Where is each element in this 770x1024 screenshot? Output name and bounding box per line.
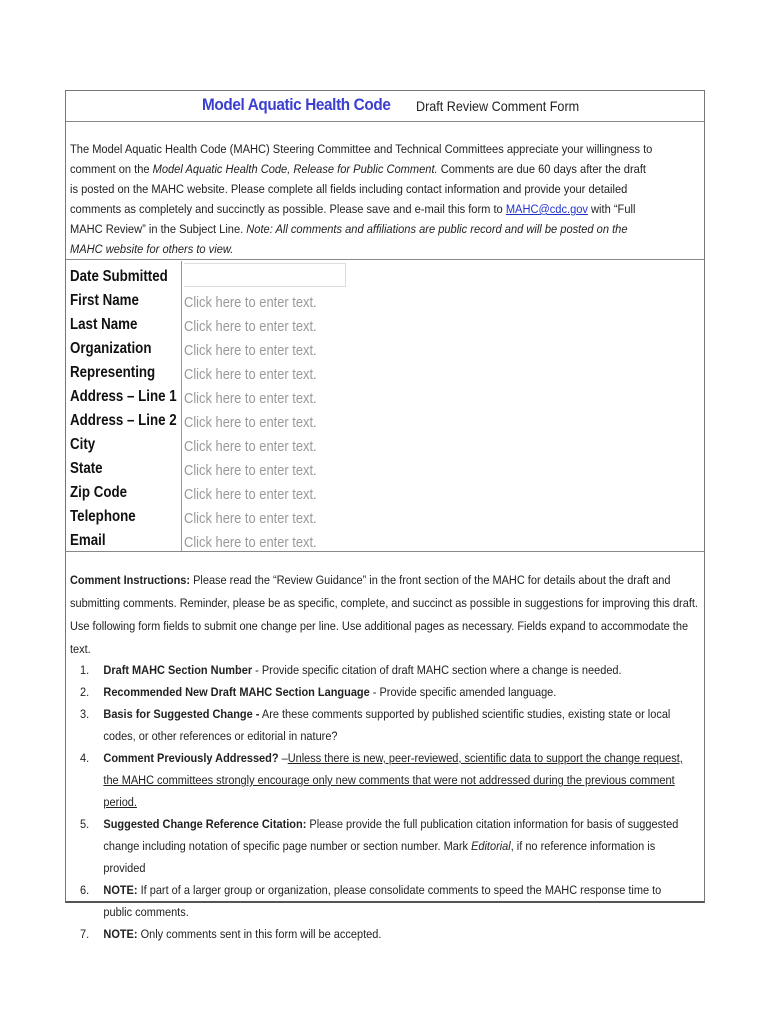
list-item: [80, 659, 692, 681]
city-label: City: [70, 436, 96, 453]
address-line-2-field[interactable]: Click here to enter text.: [184, 414, 317, 431]
list-number: 1.: [80, 663, 90, 677]
list-item-text: Only comments sent in this form will be accepted.: [137, 927, 382, 941]
representing-label: Representing: [70, 364, 156, 381]
list-item-text-2: , if no reference information is provided: [103, 839, 656, 875]
list-number: 4.: [80, 751, 90, 765]
field-row-address-1: [66, 384, 704, 408]
list-item: [80, 747, 692, 813]
list-number: 3.: [80, 707, 90, 721]
field-row-state: [66, 456, 704, 480]
instructions-list: [80, 659, 692, 945]
field-row-email: [66, 528, 704, 552]
intro-text-3: with “Full MAHC Review” in the Subject Line.: [70, 202, 636, 236]
list-item-title: Comment Previously Addressed?: [103, 751, 279, 765]
first-name-label: First Name: [70, 292, 139, 309]
list-item-text: If part of a larger group or organization, please consolidate comments to speed the MAHC response time to public comments.: [103, 883, 662, 919]
list-number: 5.: [80, 817, 90, 831]
list-item: [80, 879, 692, 923]
list-item: [80, 923, 692, 945]
list-item: [80, 813, 692, 879]
field-row-zip: [66, 480, 704, 504]
title-row: [66, 91, 704, 122]
representing-field[interactable]: Click here to enter text.: [184, 366, 317, 383]
review-form: [65, 90, 705, 941]
email-field[interactable]: Click here to enter text.: [184, 534, 317, 551]
list-number: 6.: [80, 883, 90, 897]
list-item: [80, 681, 692, 703]
state-label: State: [70, 460, 103, 477]
list-item-underlined: Unless there is new, peer-reviewed, scientific data to support the change request, the MAHC committees strongly encourage only new comments that were not addressed during the previous comment period.: [103, 751, 683, 809]
list-item-text: Please provide the full publication citation information for basis of suggested change including notation of specific page number or section number. Mark: [103, 817, 679, 853]
list-item-title: NOTE:: [103, 927, 138, 941]
organization-field[interactable]: Click here to enter text.: [184, 342, 317, 359]
intro-text-2: Comments are due 60 days after the draft is posted on the MAHC website. Please complete all fields including contact information and provide your detailed comments as completely and succinctly as possible. Please save and e-mail this form to: [70, 162, 647, 216]
intro-text-1: The Model Aquatic Health Code (MAHC) Steering Committee and Technical Committees appreciate your willingness to comment on the: [70, 142, 653, 176]
address-line-1-label: Address – Line 1: [70, 388, 177, 405]
state-field[interactable]: Click here to enter text.: [184, 462, 317, 479]
list-item-title: Draft MAHC Section Number: [103, 663, 253, 677]
list-number: 7.: [80, 927, 90, 941]
zip-code-field[interactable]: Click here to enter text.: [184, 486, 317, 503]
email-link[interactable]: MAHC@cdc.gov: [505, 202, 588, 216]
last-name-label: Last Name: [70, 316, 138, 333]
intro-paragraph: [70, 139, 652, 259]
field-row-organization: [66, 336, 704, 360]
instructions-lead: Comment Instructions:: [70, 573, 191, 587]
list-item-title: Basis for Suggested Change -: [103, 707, 260, 721]
divider: [66, 259, 704, 260]
address-line-1-field[interactable]: Click here to enter text.: [184, 390, 317, 407]
intro-italic-title: Model Aquatic Health Code, Release for Public Comment.: [152, 162, 438, 176]
field-row-last-name: [66, 312, 704, 336]
intro-note: Note: All comments and affiliations are public record and will be posted on the MAHC website for others to view.: [70, 222, 628, 256]
list-item-text: –: [278, 751, 288, 765]
page-title: Model Aquatic Health Code: [202, 95, 391, 114]
field-row-representing: [66, 360, 704, 384]
list-item-title: Recommended New Draft MAHC Section Language: [103, 685, 370, 699]
list-item-title: Suggested Change Reference Citation:: [103, 817, 307, 831]
instructions-text: Please read the “Review Guidance” in the front section of the MAHC for details about the draft and submitting comments. Reminder, please be as specific, complete, and succinct as possible in suggestions for improving this draft. Use following form fields to submit one change per line. Use additional pages as necessary. Fields expand to accommodate the text.: [70, 573, 698, 656]
telephone-field[interactable]: Click here to enter text.: [184, 510, 317, 527]
field-row-date: [66, 261, 704, 288]
telephone-label: Telephone: [70, 508, 136, 525]
form-subtitle: Draft Review Comment Form: [416, 98, 580, 114]
contact-fields: [66, 261, 704, 552]
divider: [66, 551, 704, 552]
list-item-title: NOTE:: [103, 883, 138, 897]
list-item-text: Are these comments supported by published scientific studies, existing state or local codes, or other references or editorial in nature?: [103, 707, 671, 743]
field-row-city: [66, 432, 704, 456]
field-row-telephone: [66, 504, 704, 528]
list-item: [80, 703, 692, 747]
zip-code-label: Zip Code: [70, 484, 128, 501]
address-line-2-label: Address – Line 2: [70, 412, 177, 429]
list-item-text: - Provide specific amended language.: [369, 685, 557, 699]
field-row-first-name: [66, 288, 704, 312]
city-field[interactable]: Click here to enter text.: [184, 438, 317, 455]
first-name-field[interactable]: Click here to enter text.: [184, 294, 317, 311]
comment-instructions: [70, 569, 700, 661]
list-item-text: - Provide specific citation of draft MAHC section where a change is needed.: [252, 663, 622, 677]
email-label: Email: [70, 532, 106, 549]
field-row-address-2: [66, 408, 704, 432]
list-item-italic: Editorial: [471, 839, 511, 853]
date-submitted-label: Date Submitted: [70, 268, 168, 285]
list-number: 2.: [80, 685, 90, 699]
organization-label: Organization: [70, 340, 152, 357]
last-name-field[interactable]: Click here to enter text.: [184, 318, 317, 335]
